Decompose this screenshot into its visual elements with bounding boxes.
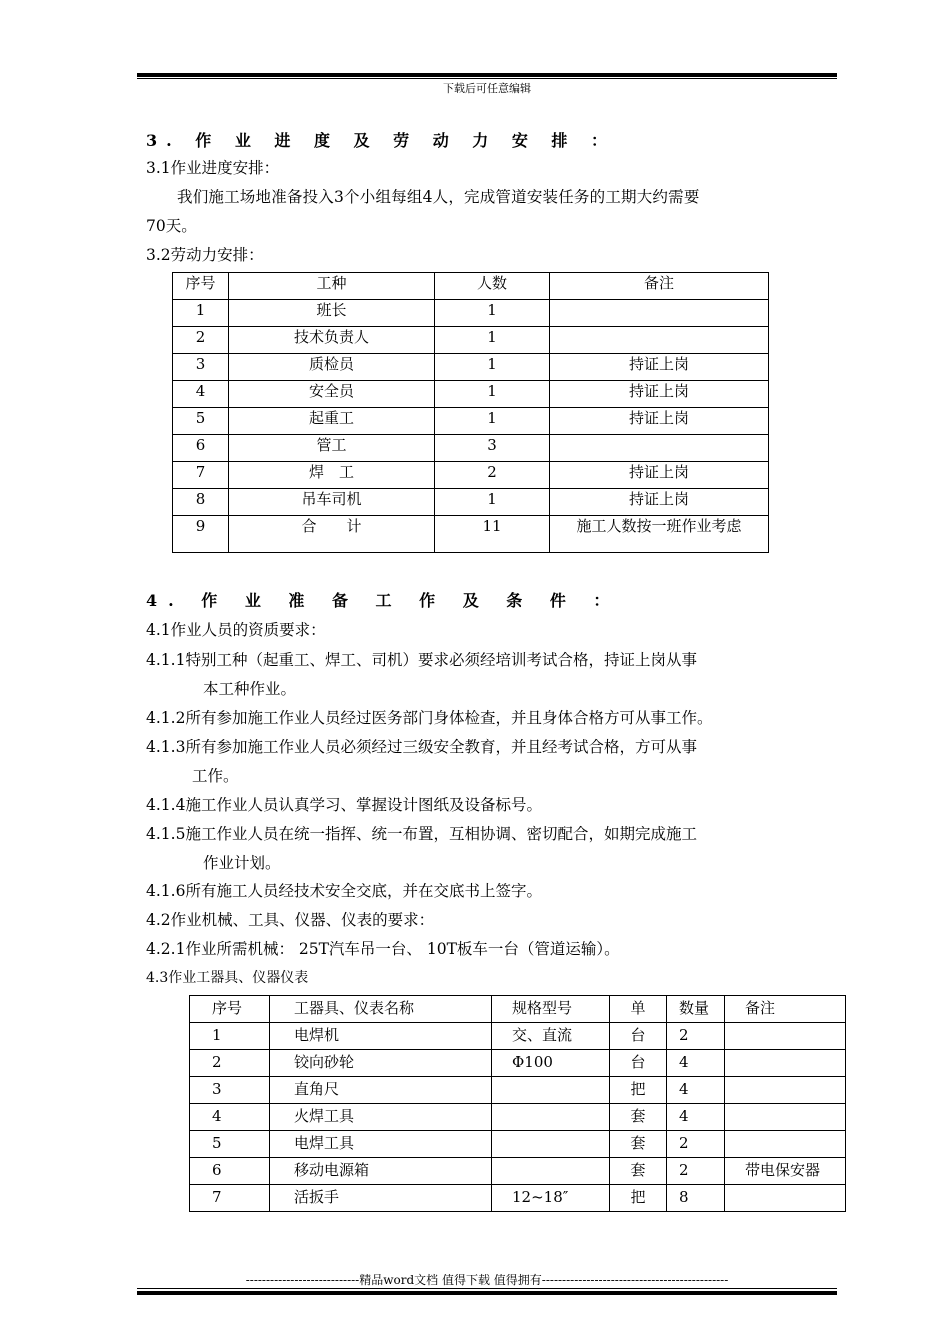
header-note: 下载后可任意编辑 xyxy=(443,82,531,95)
table-row xyxy=(173,516,769,553)
table-cell: 持证上岗 xyxy=(550,354,769,381)
table-row xyxy=(190,1185,846,1212)
table-row xyxy=(173,381,769,408)
table-cell: 电焊工具 xyxy=(270,1131,492,1158)
footer-rule-thick xyxy=(137,1291,837,1295)
section-4-2-title: 4.2作业机械、工具、仪器、仪表的要求： xyxy=(146,911,435,929)
section-3-heading: 3. 作 业 进 度 及 劳 动 力 安 排 ： xyxy=(146,131,616,150)
section-4-1-1-line2: 本工种作业。 xyxy=(203,680,297,698)
section-4-2-1: 4.2.1作业所需机械： 25T汽车吊一台、 10T板车一台（管道运输）。 xyxy=(146,940,620,958)
table-header-row xyxy=(173,273,769,300)
table-row xyxy=(190,1077,846,1104)
section-4-1-2: 4.1.2所有参加施工作业人员经过医务部门身体检查，并且身体合格方可从事工作。 xyxy=(146,709,713,727)
table-cell: 3 xyxy=(173,354,229,381)
table-row xyxy=(190,1104,846,1131)
table-row xyxy=(190,1158,846,1185)
table-cell: 管工 xyxy=(229,435,435,462)
table-cell: 交、直流 xyxy=(492,1023,610,1050)
tool-table xyxy=(189,995,846,1212)
section-4-3-title: 4.3作业工器具、仪器仪表 xyxy=(146,970,309,986)
table-cell: 2 xyxy=(190,1050,270,1077)
section-4-1-5-line1: 4.1.5施工作业人员在统一指挥、统一布置，互相协调、密切配合，如期完成施工 xyxy=(146,825,697,843)
table-cell: 套 xyxy=(610,1158,667,1185)
table-cell xyxy=(492,1104,610,1131)
table-cell: 持证上岗 xyxy=(550,408,769,435)
table-row xyxy=(173,462,769,489)
table-row xyxy=(173,435,769,462)
table-row xyxy=(173,489,769,516)
table-cell: 4 xyxy=(667,1077,725,1104)
table-cell: 2 xyxy=(173,327,229,354)
footer-text: ----------------------------精品word文档 值得下载 值得拥有---------------------------------------------- xyxy=(245,1273,729,1287)
table-header-cell: 工器具、仪表名称 xyxy=(270,996,492,1023)
table-row xyxy=(173,300,769,327)
section-3-1-paragraph-line1: 我们施工场地准备投入3个小组每组4人，完成管道安装任务的工期大约需要 xyxy=(177,188,700,206)
section-4-1-3-line1: 4.1.3所有参加施工作业人员必须经过三级安全教育，并且经考试合格，方可从事 xyxy=(146,738,697,756)
table-header-cell: 规格型号 xyxy=(492,996,610,1023)
table-row xyxy=(190,1050,846,1077)
section-4-1-1-line1: 4.1.1特别工种（起重工、焊工、司机）要求必须经培训考试合格，持证上岗从事 xyxy=(146,651,697,669)
table-cell: 质检员 xyxy=(229,354,435,381)
table-cell: 8 xyxy=(173,489,229,516)
table-cell: 12~18″ xyxy=(492,1185,610,1212)
table-cell: 把 xyxy=(610,1185,667,1212)
table-cell: 安全员 xyxy=(229,381,435,408)
section-4-heading: 4. 作 业 准 备 工 作 及 条 件 ： xyxy=(146,591,621,610)
table-cell: 7 xyxy=(190,1185,270,1212)
table-cell: 活扳手 xyxy=(270,1185,492,1212)
table-cell: 焊 工 xyxy=(229,462,435,489)
table-cell: 2 xyxy=(667,1158,725,1185)
header-rule-thin xyxy=(137,78,837,79)
table-cell: 9 xyxy=(173,516,229,553)
table-header-cell: 备注 xyxy=(550,273,769,300)
table-header-cell: 备注 xyxy=(725,996,846,1023)
table-cell: 1 xyxy=(435,327,550,354)
header-rule-thick xyxy=(137,73,837,77)
table-header-cell: 单 xyxy=(610,996,667,1023)
table-cell: 持证上岗 xyxy=(550,489,769,516)
section-3-1-paragraph-line2: 70天。 xyxy=(146,217,197,235)
table-cell: 1 xyxy=(435,489,550,516)
section-4-1-3-line2: 工作。 xyxy=(192,767,239,785)
table-cell: 5 xyxy=(173,408,229,435)
table-cell: 6 xyxy=(190,1158,270,1185)
table-cell xyxy=(725,1050,846,1077)
table-row xyxy=(173,327,769,354)
table-header-cell: 序号 xyxy=(173,273,229,300)
section-4-1-6: 4.1.6所有施工人员经技术安全交底，并在交底书上签字。 xyxy=(146,882,542,900)
table-cell: 移动电源箱 xyxy=(270,1158,492,1185)
table-cell: 持证上岗 xyxy=(550,381,769,408)
table-row xyxy=(190,1023,846,1050)
section-3-1-title: 3.1作业进度安排： xyxy=(146,159,280,177)
table-cell: 6 xyxy=(173,435,229,462)
table-cell: 3 xyxy=(435,435,550,462)
table-cell: 4 xyxy=(667,1050,725,1077)
table-cell xyxy=(550,300,769,327)
table-cell: 8 xyxy=(667,1185,725,1212)
table-cell: 1 xyxy=(435,408,550,435)
table-cell xyxy=(725,1131,846,1158)
labor-table xyxy=(172,272,769,553)
table-header-cell: 人数 xyxy=(435,273,550,300)
table-cell: 2 xyxy=(667,1131,725,1158)
table-row xyxy=(173,408,769,435)
table-cell: 直角尺 xyxy=(270,1077,492,1104)
table-cell: 4 xyxy=(173,381,229,408)
table-cell: 1 xyxy=(190,1023,270,1050)
table-cell: 5 xyxy=(190,1131,270,1158)
table-cell: 套 xyxy=(610,1104,667,1131)
table-row xyxy=(190,1131,846,1158)
table-header-cell: 工种 xyxy=(229,273,435,300)
table-cell xyxy=(550,327,769,354)
table-cell: 3 xyxy=(190,1077,270,1104)
table-cell: 带电保安器 xyxy=(725,1158,846,1185)
table-cell: 2 xyxy=(435,462,550,489)
section-3-2-title: 3.2劳动力安排： xyxy=(146,246,264,264)
table-header-cell: 数量 xyxy=(667,996,725,1023)
table-cell: 起重工 xyxy=(229,408,435,435)
footer-rule-thin xyxy=(137,1288,837,1289)
table-cell: 持证上岗 xyxy=(550,462,769,489)
table-header-row xyxy=(190,996,846,1023)
table-cell: 合 计 xyxy=(229,516,435,553)
table-cell: 施工人数按一班作业考虑 xyxy=(550,516,769,553)
table-row xyxy=(173,354,769,381)
table-cell xyxy=(725,1104,846,1131)
table-cell: 套 xyxy=(610,1131,667,1158)
table-cell: 把 xyxy=(610,1077,667,1104)
table-cell: 台 xyxy=(610,1023,667,1050)
table-cell xyxy=(725,1185,846,1212)
table-cell: 电焊机 xyxy=(270,1023,492,1050)
table-cell xyxy=(492,1158,610,1185)
table-cell: 班长 xyxy=(229,300,435,327)
table-cell: 1 xyxy=(173,300,229,327)
table-cell: 台 xyxy=(610,1050,667,1077)
table-header-cell: 序号 xyxy=(190,996,270,1023)
table-cell: 2 xyxy=(667,1023,725,1050)
table-cell: 1 xyxy=(435,381,550,408)
table-cell: 火焊工具 xyxy=(270,1104,492,1131)
table-cell: 1 xyxy=(435,300,550,327)
table-cell: 1 xyxy=(435,354,550,381)
table-cell: 7 xyxy=(173,462,229,489)
table-cell: 铰向砂轮 xyxy=(270,1050,492,1077)
table-cell: 技术负责人 xyxy=(229,327,435,354)
table-cell: 11 xyxy=(435,516,550,553)
table-cell: Φ100 xyxy=(492,1050,610,1077)
table-cell xyxy=(492,1131,610,1158)
table-cell xyxy=(492,1077,610,1104)
table-cell xyxy=(725,1077,846,1104)
table-cell xyxy=(550,435,769,462)
table-cell: 4 xyxy=(190,1104,270,1131)
section-4-1-5-line2: 作业计划。 xyxy=(203,854,281,872)
table-cell: 吊车司机 xyxy=(229,489,435,516)
table-cell xyxy=(725,1023,846,1050)
table-cell: 4 xyxy=(667,1104,725,1131)
section-4-1-4: 4.1.4施工作业人员认真学习、掌握设计图纸及设备标号。 xyxy=(146,796,542,814)
section-4-1-title: 4.1作业人员的资质要求： xyxy=(146,621,326,639)
